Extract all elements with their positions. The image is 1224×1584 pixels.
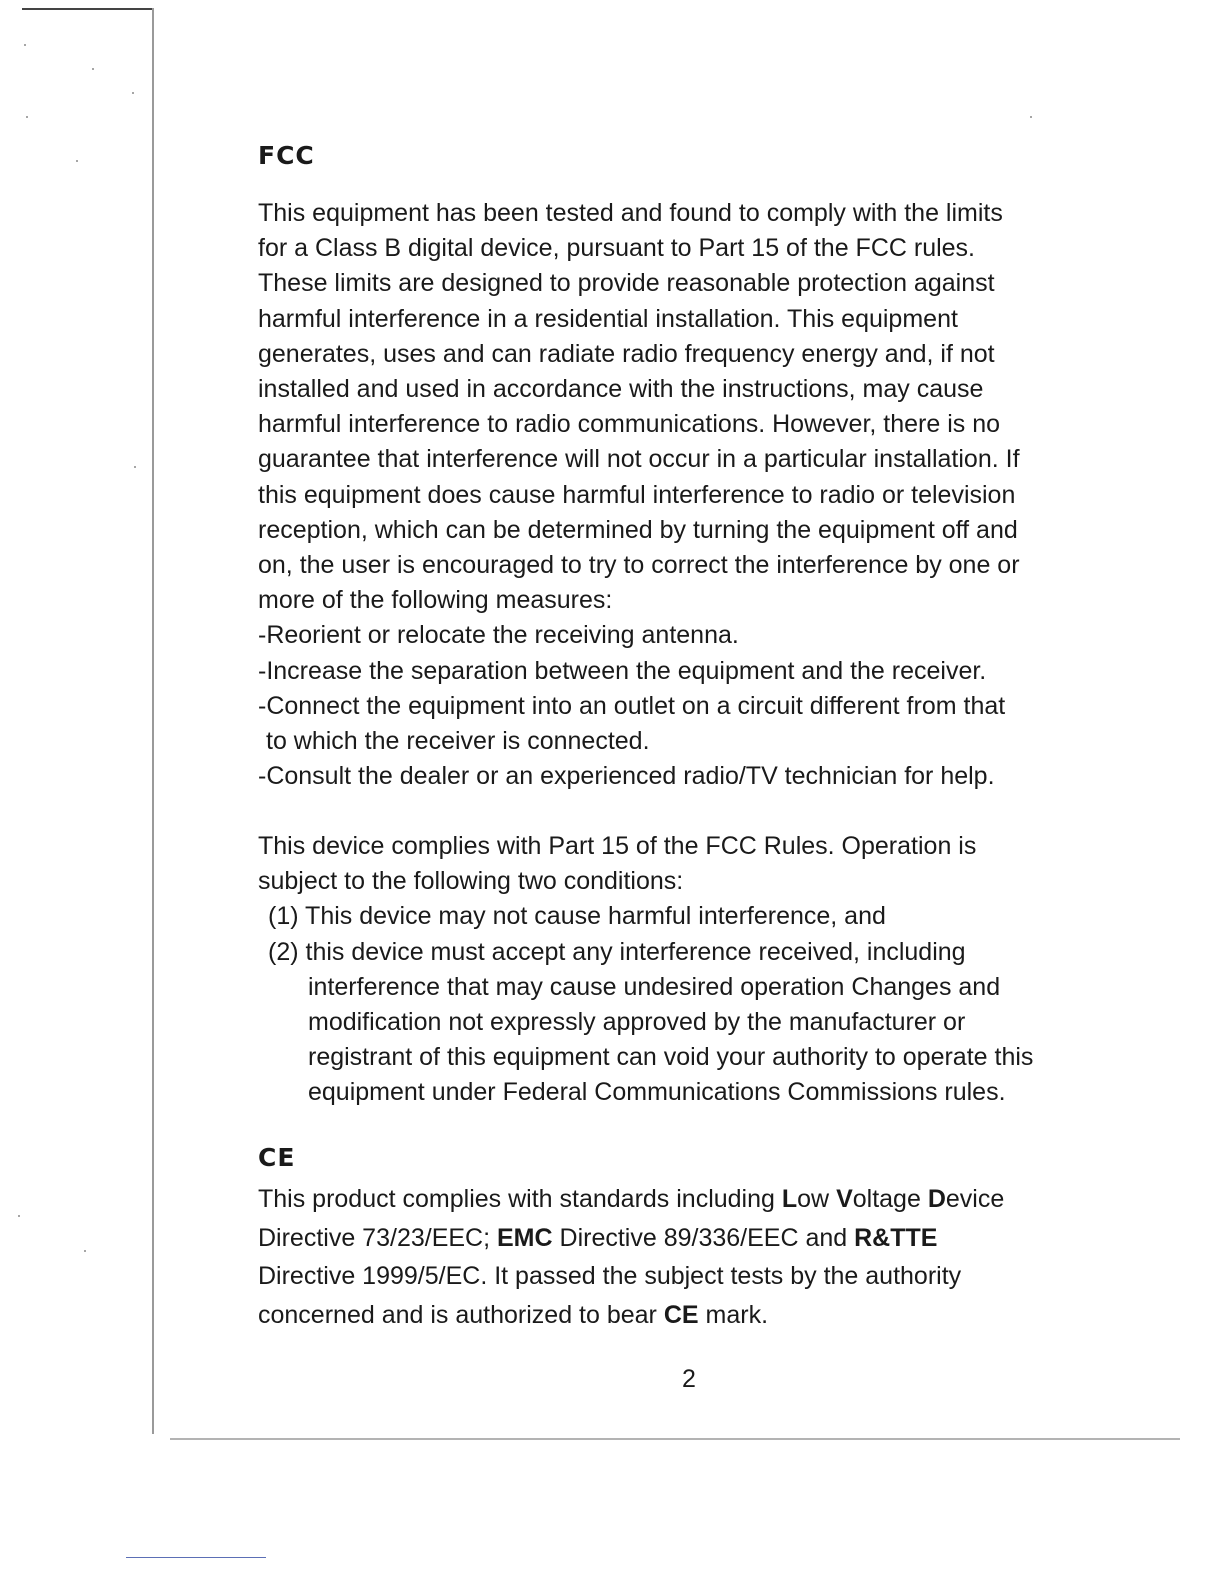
text-line: on, the user is encouraged to try to correct the interference by one or <box>258 551 1020 580</box>
condition-2: (2) this device must accept any interference received, including <box>268 937 966 966</box>
measure-consult-dealer: -Consult the dealer or an experienced radio/TV technician for help. <box>258 762 995 791</box>
scan-speck <box>92 68 94 70</box>
text-line: These limits are designed to provide reasonable protection against <box>258 269 995 298</box>
text-run: Directive 89/336/EEC and <box>552 1223 855 1252</box>
bold-text: CE <box>663 1300 699 1329</box>
scan-speck <box>84 1250 86 1252</box>
condition-2-cont: equipment under Federal Communications Commissions rules. <box>308 1078 1006 1107</box>
text-run: Directive 73/23/EEC; <box>258 1223 497 1252</box>
scan-border-top <box>22 8 154 10</box>
text-run: mark. <box>698 1300 769 1329</box>
text-line: generates, uses and can radiate radio frequency energy and, if not <box>258 339 995 368</box>
scan-speck <box>1030 116 1032 118</box>
bold-text: V <box>836 1185 853 1213</box>
measure-reorient: -Reorient or relocate the receiving antenna. <box>258 621 739 650</box>
page-number: 2 <box>682 1365 696 1393</box>
scan-border-left <box>152 8 154 1434</box>
scan-speck <box>134 466 136 468</box>
scan-speck <box>132 92 134 94</box>
bold-text: D <box>927 1185 946 1213</box>
text-line: Directive 1999/5/EC. It passed the subject tests by the authority <box>258 1262 962 1290</box>
fcc-heading: FCC <box>258 141 315 170</box>
text-run: This product complies with standards including <box>258 1185 782 1213</box>
text-line <box>258 1180 1158 1219</box>
measure-increase-separation: -Increase the separation between the equipment and the receiver. <box>258 656 987 685</box>
text-run: evice <box>945 1185 1005 1213</box>
text-line: this equipment does cause harmful interference to radio or television <box>258 480 1016 509</box>
measure-connect-outlet: -Connect the equipment into an outlet on a circuit different from that <box>258 691 1006 720</box>
ce-heading: CE <box>258 1143 296 1172</box>
text-line: harmful interference in a residential installation. This equipment <box>258 304 958 333</box>
text-line: guarantee that interference will not occur in a particular installation. If <box>258 445 1020 474</box>
text-line: reception, which can be determined by turning the equipment off and <box>258 515 1018 544</box>
text-line <box>258 1296 1158 1335</box>
text-line: This device complies with Part 15 of the FCC Rules. Operation is <box>258 832 977 860</box>
scan-border-bottom <box>170 1438 1180 1440</box>
condition-2-cont: modification not expressly approved by the manufacturer or <box>308 1008 966 1037</box>
text-line <box>258 1219 1158 1258</box>
text-line: installed and used in accordance with the instructions, may cause <box>258 375 984 404</box>
scan-mark <box>126 1557 266 1558</box>
text-line: more of the following measures: <box>258 586 613 615</box>
text-line: harmful interference to radio communications. However, there is no <box>258 410 1001 439</box>
scan-speck <box>76 160 78 162</box>
bold-text: EMC <box>497 1223 553 1252</box>
text-line: This equipment has been tested and found to comply with the limits <box>258 199 1003 227</box>
scan-speck <box>24 44 26 46</box>
fcc-paragraph-1 <box>258 196 1158 794</box>
condition-1: (1) This device may not cause harmful interference, and <box>268 902 886 931</box>
scan-speck <box>26 116 28 118</box>
text-run: oltage <box>852 1185 928 1213</box>
text-line: subject to the following two conditions: <box>258 867 684 896</box>
bold-text: L <box>781 1185 798 1213</box>
text-line: for a Class B digital device, pursuant to Part 15 of the FCC rules. <box>258 234 976 263</box>
condition-2-cont: interference that may cause undesired operation Changes and <box>308 972 1001 1001</box>
measure-connect-outlet-cont: to which the receiver is connected. <box>266 727 650 756</box>
text-run: concerned and is authorized to bear <box>258 1300 664 1329</box>
ce-paragraph <box>258 1180 1158 1334</box>
fcc-paragraph-2 <box>258 829 1158 1111</box>
condition-2-cont: registrant of this equipment can void your authority to operate this <box>308 1043 1034 1072</box>
bold-text: R&TTE <box>854 1223 938 1252</box>
scan-speck <box>18 1215 20 1217</box>
text-run: ow <box>797 1185 837 1213</box>
